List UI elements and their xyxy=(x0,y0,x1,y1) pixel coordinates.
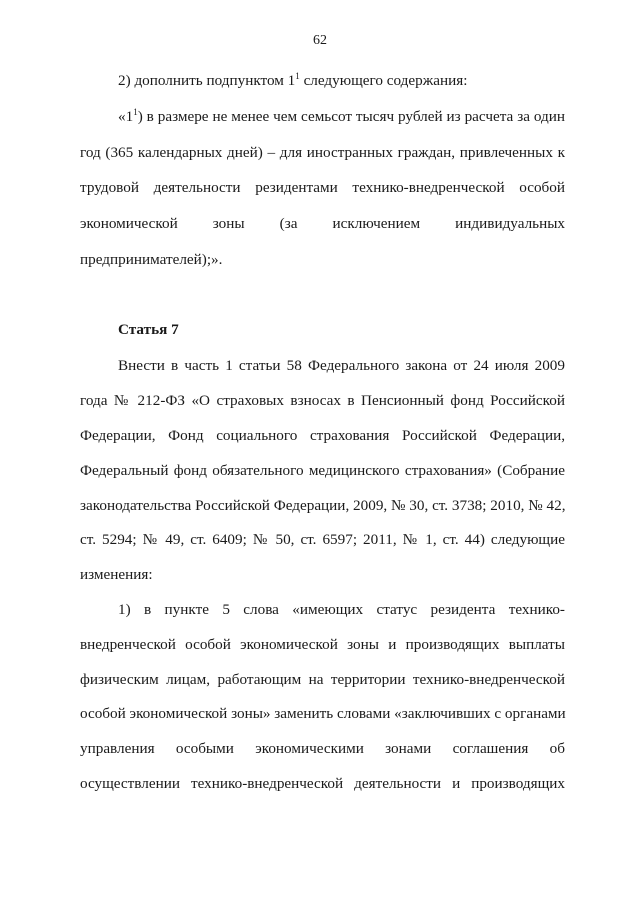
quote-open: «1 xyxy=(118,108,134,125)
item-2-superscript: 1 xyxy=(295,71,300,81)
quote-line-1-rest: ) в размере не менее чем семьсот тысяч рублей из расчета за один xyxy=(137,108,565,125)
article-p2-line-6: осуществлении технико-внедренческой деятельности и производящих xyxy=(80,775,565,792)
article-p1-line-6: ст. 5294; № 49, ст. 6409; № 50, ст. 6597; 2011, № 1, ст. 44) следующие xyxy=(80,531,565,548)
quote-line-1 xyxy=(118,107,565,127)
quote-line-4: экономической зоны (за исключением индивидуальных xyxy=(80,215,565,232)
article-p2-line-3: физическим лицам, работающим на территории технико-внедренческой xyxy=(80,671,565,688)
quote-line-5: предпринимателей);». xyxy=(80,251,223,268)
article-p2-line-4: особой экономической зоны» заменить словами «заключивших с органами xyxy=(80,705,566,722)
article-p1-line-5: законодательства Российской Федерации, 2009, № 30, ст. 3738; 2010, № 42, xyxy=(80,497,566,514)
item-2-text-end: следующего содержания: xyxy=(299,72,468,89)
article-p1-line-7: изменения: xyxy=(80,566,153,583)
article-p1-line-2: года № 212-ФЗ «О страховых взносах в Пенсионный фонд Российской xyxy=(80,392,565,409)
quote-line-2: год (365 календарных дней) – для иностранных граждан, привлеченных к xyxy=(80,144,565,161)
page-number: 62 xyxy=(313,33,327,48)
article-p2-line-2: внедренческой особой экономической зоны и производящих выплаты xyxy=(80,636,565,653)
item-2-line xyxy=(118,71,565,91)
article-p1-line-4: Федеральный фонд обязательного медицинского страхования» (Собрание xyxy=(80,462,565,479)
article-p2-line-5: управления особыми экономическими зонами соглашения об xyxy=(80,740,565,757)
article-p1-line-3: Федерации, Фонд социального страхования Российской Федерации, xyxy=(80,427,565,444)
article-p2-line-1: 1) в пункте 5 слова «имеющих статус резидента технико- xyxy=(118,601,565,618)
quote-superscript: 1 xyxy=(133,107,138,117)
article-heading: Статья 7 xyxy=(118,321,179,338)
quote-line-3: трудовой деятельности резидентами технико-внедренческой особой xyxy=(80,179,565,196)
item-2-text: 2) дополнить подпунктом 1 xyxy=(118,72,296,89)
article-p1-line-1: Внести в часть 1 статьи 58 Федерального закона от 24 июля 2009 xyxy=(118,357,565,374)
